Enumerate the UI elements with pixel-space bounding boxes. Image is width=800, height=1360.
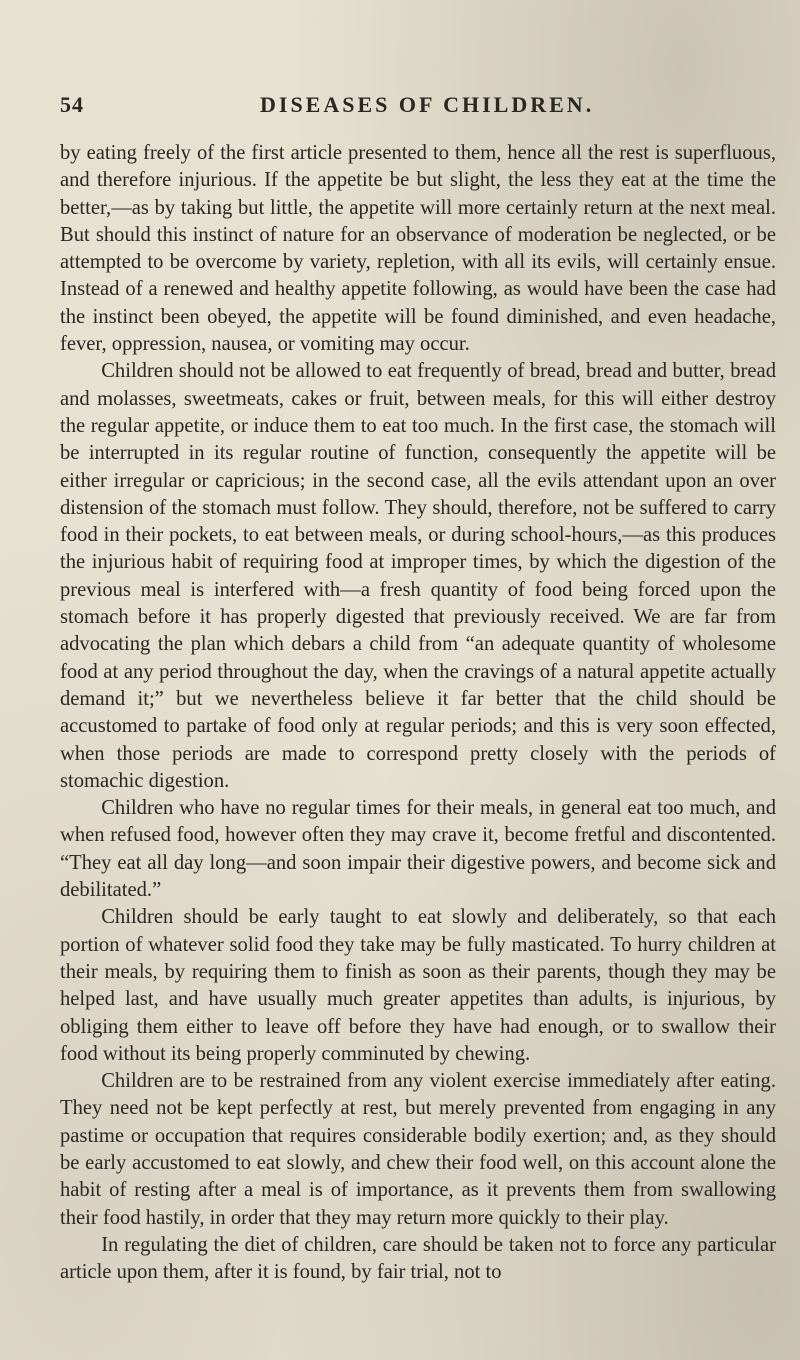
paragraph: In regulating the diet of children, care should be taken not to force any particular article upon them, after it is found, by fair trial, not to	[60, 1233, 776, 1284]
running-head: DISEASES OF CHILDREN.	[260, 92, 595, 117]
page-number: 54	[60, 92, 84, 117]
page-header	[60, 92, 776, 126]
paragraph: Children should not be allowed to eat frequently of bread, bread and butter, bread and molasses, sweetmeats, cakes or fruit, between meals, for this will either destroy the regular appetite, or induce them to eat too much. In the first case, the stomach will be interrupted in its regular routine of function, consequently the appetite will be either irregular or capricious; in the second case, all the evils attendant upon an over distension of the stomach must follow. They should, therefore, not be suffered to carry food in their pockets, to eat between meals, or during school-hours,—as this produces the injurious habit of requiring food at improper times, by which the digestion of the previous meal is interfered with—a fresh quantity of food being forced upon the stomach before it has properly digested that previously received. We are far from advocating the plan which debars a child from “an adequate quantity of wholesome food at any period throughout the day, when the cravings of a natural appetite actually demand it;” but we nevertheless believe it far better that the child should be accustomed to partake of food only at regular periods; and this is very soon effected, when those periods are made to correspond pretty closely with the periods of stomachic digestion.	[60, 360, 776, 792]
paragraph: Children who have no regular times for their meals, in general eat too much, and when refused food, however often they may crave it, become fretful and discontented. “They eat all day long—and soon impair their digestive powers, and become sick and debilitated.”	[60, 797, 776, 902]
book-page	[60, 92, 776, 1286]
paragraph: Children are to be restrained from any violent exercise immediately after eating. They need not be kept perfectly at rest, but merely prevented from engaging in any pastime or occupation that requires considerable bodily exertion; and, as they should be early accustomed to eat slowly, and chew their food well, on this account alone the habit of resting after a meal is of importance, as it prevents them from swallowing their food hastily, in order that they may return more quickly to their play.	[60, 1070, 776, 1229]
paragraph-continuation: by eating freely of the first article presented to them, hence all the rest is superfluous, and therefore injurious. If the appetite be but slight, the less they eat at the time the better,—as by taking but little, the appetite will more certainly return at the next meal. But should this instinct of nature for an observance of moderation be neglected, or be attempted to be overcome by variety, repletion, with all its evils, will certainly ensue. Instead of a renewed and healthy appetite following, as would have been the case had the instinct been obeyed, the appetite will be found diminished, and even headache, fever, oppression, nausea, or vomiting may occur.	[60, 142, 776, 356]
body-text	[60, 140, 776, 1286]
paragraph: Children should be early taught to eat slowly and deliberately, so that each portion of whatever solid food they take may be fully masticated. To hurry children at their meals, by requiring them to finish as soon as their parents, though they may be helped last, and have usually much greater appetites than adults, is injurious, by obliging them either to leave off before they have had enough, or to swallow their food without its being properly comminuted by chewing.	[60, 906, 776, 1065]
